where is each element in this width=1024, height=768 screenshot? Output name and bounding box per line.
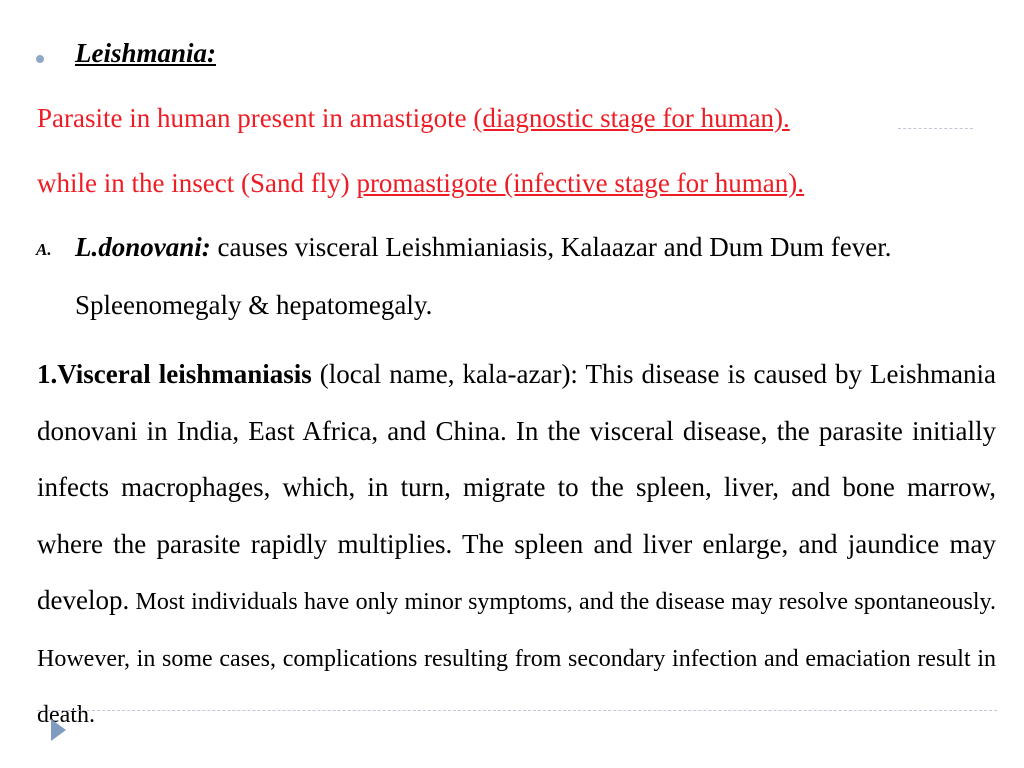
red-line-2 [37, 168, 804, 199]
list-marker-a: A. [36, 240, 52, 259]
list-item-a-line2: Spleenomegaly & hepatomegaly. [75, 290, 433, 320]
paragraph-main-text: (local name, kala-azar): This disease is caused by Leishmania donovani in India, East Africa, and China. In the visceral disease, the parasite initially infects macrophages, which, in turn, migrate to the spleen, liver, and bone marrow, where the parasite rapidly multiplies. The spleen and liver enlarge, and jaundice may develop. [37, 359, 997, 615]
slide-heading: Leishmania: [75, 38, 217, 68]
bottom-dotted-divider [37, 710, 997, 711]
red-line-1-underlined: (diagnostic stage for human). [473, 103, 790, 133]
list-item-a-term: L.donovani: [75, 232, 211, 262]
paragraph-term: 1.Visceral leishmaniasis [37, 359, 312, 389]
red-line-1-text: Parasite in human present in amastigote [37, 103, 474, 133]
dotted-divider [898, 128, 973, 129]
paragraph-small-text: Most individuals have only minor symptoms, and the disease may resolve spontaneously. However, in some cases, complications resulting from secondary infection and emaciation result in death. [37, 589, 996, 728]
bullet-icon [36, 55, 44, 63]
red-line-2-text: while in the insect (Sand fly) [37, 168, 357, 198]
play-arrow-icon [51, 719, 66, 741]
visceral-paragraph [37, 346, 996, 742]
red-line-1 [37, 103, 790, 134]
red-line-2-underlined: promastigote (infective stage for human). [356, 168, 805, 198]
list-item-a [75, 232, 892, 263]
list-item-a-text: causes visceral Leishmianiasis, Kalaazar and Dum Dum fever. [210, 232, 892, 262]
